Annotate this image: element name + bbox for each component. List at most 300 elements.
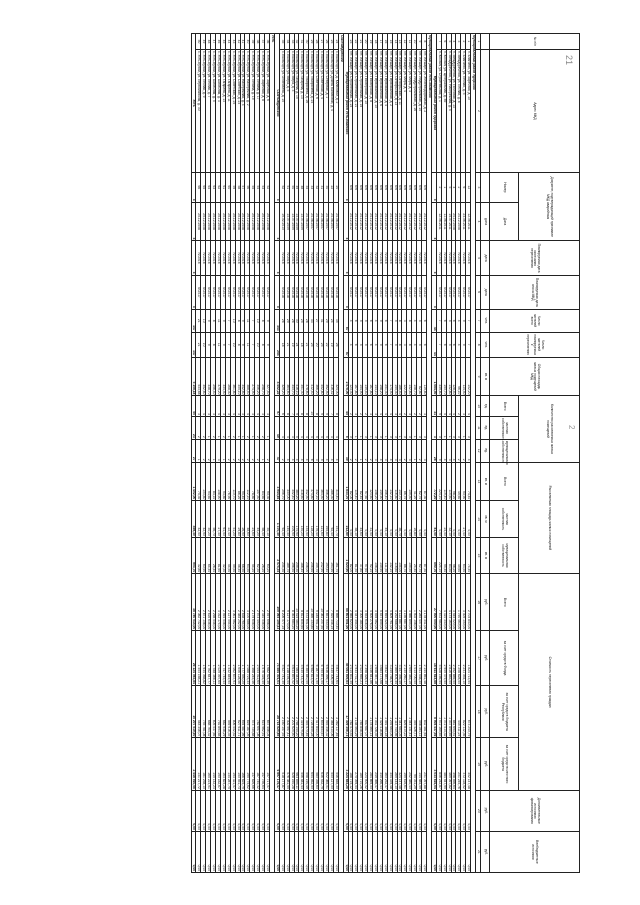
units-row: дата дата дата чел. чел. кв. м ед. ед. ед. кв. м кв. м кв. м руб. руб. руб. руб. руб. руб. <box>481 33 490 872</box>
table-cell: 62,30 <box>255 537 260 573</box>
table-cell: 24.08.2007 <box>328 202 333 241</box>
table-cell: 24.08.2007 <box>324 202 329 241</box>
table-cell: пгт. Жешарт, ул. Первомайская, д. 10 <box>373 49 378 172</box>
table-cell: 4 <box>279 416 284 439</box>
table-cell: 115,60 <box>446 462 451 501</box>
table-cell: 21 <box>284 332 289 357</box>
table-cell: 7 <box>250 309 255 332</box>
table-cell: 186,40 <box>397 357 402 396</box>
table-cell: 252 380,40 <box>407 737 412 789</box>
table-cell: 0 <box>451 416 456 439</box>
table-cell: 51,20 <box>230 500 235 536</box>
table-cell: 36,70 <box>397 500 402 536</box>
table-cell: 52 <box>265 172 270 202</box>
table-cell: 0,00 <box>402 500 407 536</box>
table-cell: 2 593 346,32 <box>324 685 329 737</box>
table-cell: 1 <box>353 416 358 439</box>
table-cell: 0,00 <box>451 831 456 872</box>
column-number: 2 <box>476 49 481 172</box>
table-cell: 24.12.2012 <box>392 202 397 241</box>
table-cell: 54,50 <box>225 537 230 573</box>
group-total-cell: 97 <box>274 395 279 416</box>
table-cell: 1 <box>225 416 230 439</box>
table-cell: 6 187 071,50 <box>314 630 319 685</box>
table-cell: 1 606 128,56 <box>235 630 240 685</box>
table-cell: 107,50 <box>255 462 260 501</box>
table-cell: 25.12.2008 <box>216 202 221 241</box>
table-cell: 49 <box>294 172 299 202</box>
group-total-cell: х <box>191 172 196 202</box>
table-cell: 5 <box>314 416 319 439</box>
table-row <box>216 33 221 872</box>
table-cell: 2 231 054,10 <box>461 630 466 685</box>
col-area-private: частная собственность <box>490 500 519 536</box>
table-cell: 24.12.2012 <box>412 202 417 241</box>
table-cell: 24.12.2012 <box>363 202 368 241</box>
table-cell: 4 <box>284 416 289 439</box>
group-total-cell: х <box>191 240 196 274</box>
table-cell: 548 346,07 <box>196 685 201 737</box>
table-cell: 2 <box>348 439 353 462</box>
table-cell: 340,70 <box>289 357 294 396</box>
table-cell: 327,40 <box>265 357 270 396</box>
table-cell: 3 <box>265 395 270 416</box>
table-cell: 10 <box>412 33 417 49</box>
table-cell: 24 <box>333 33 338 49</box>
table-cell: 174,50 <box>387 357 392 396</box>
table-cell: 2 340 036,00 <box>260 573 265 630</box>
table-cell: 8 <box>260 332 265 357</box>
table-cell: 1 <box>358 439 363 462</box>
table-cell: 2 728 855,28 <box>309 685 314 737</box>
page-mark: 21 <box>564 54 574 65</box>
table-cell: 345 266,43 <box>377 737 382 789</box>
table-cell: 2 <box>260 416 265 439</box>
table-cell: 318,60 <box>299 462 304 501</box>
table-cell: 374,80 <box>309 462 314 501</box>
table-cell: 302,40 <box>289 462 294 501</box>
table-cell: 2 417 843,00 <box>314 685 319 737</box>
table-cell: 131 217,72 <box>196 737 201 789</box>
table-cell: IV.2016 <box>387 240 392 274</box>
col-residents-plan: Число жителей планируемых к переселению <box>490 332 580 357</box>
col-num: № п/п <box>490 33 580 49</box>
table-cell: IV.2016 <box>461 240 466 274</box>
table-cell: 0,00 <box>392 500 397 536</box>
table-cell: 782 697,08 <box>255 685 260 737</box>
table-cell: 0,00 <box>328 790 333 831</box>
group-total-cell: 2 574,34 <box>274 537 279 573</box>
table-cell: 1 491 384,18 <box>382 685 387 737</box>
table-cell: 392,50 <box>324 357 329 396</box>
table-cell: 7 <box>289 395 294 416</box>
table-cell: 31 <box>319 309 324 332</box>
table-cell: 151,70 <box>333 500 338 536</box>
table-cell: 1 013 700,00 <box>412 630 417 685</box>
table-cell: 42,50 <box>196 500 201 536</box>
table-cell: 379,20 <box>216 357 221 396</box>
table-cell: 2 144 861,48 <box>422 630 427 685</box>
table-row <box>368 33 373 872</box>
table-cell: 3 100 686,00 <box>245 573 250 630</box>
table-row <box>333 33 338 872</box>
table-cell: 2 <box>363 439 368 462</box>
table-cell: IV.2016 <box>348 240 353 274</box>
group-total-cell: 6 <box>343 416 348 439</box>
table-cell: 0,00 <box>230 831 235 872</box>
table-cell: 380,20 <box>294 462 299 501</box>
table-cell: IV.2017 <box>373 275 378 309</box>
table-cell: 5 335 306,09 <box>328 630 333 685</box>
table-cell: 3 <box>353 395 358 416</box>
column-number: 16 <box>476 573 481 630</box>
table-cell: 109,50 <box>407 537 412 573</box>
group-total-label: Усть <box>191 33 196 172</box>
table-cell: 15.07.2011 <box>446 202 451 241</box>
table-cell: IV.2016 <box>314 240 319 274</box>
table-cell: IV.2017 <box>206 275 211 309</box>
table-row <box>397 33 402 872</box>
table-cell: 3 <box>407 439 412 462</box>
table-cell: 3 986 895,00 <box>407 573 412 630</box>
table-cell: 48,60 <box>245 500 250 536</box>
table-cell: 0,00 <box>279 831 284 872</box>
table-cell: 6/н <box>373 172 378 202</box>
table-cell: 1 037 895,69 <box>446 685 451 737</box>
table-row <box>324 33 329 872</box>
table-cell: 25 <box>309 332 314 357</box>
table-cell: 0,00 <box>201 790 206 831</box>
table-cell: 3 939 562,00 <box>373 573 378 630</box>
table-cell: 4 <box>230 395 235 416</box>
table-cell: 24.12.2012 <box>422 202 427 241</box>
table-cell: 9 <box>461 332 466 357</box>
table-cell: 9 <box>461 309 466 332</box>
table-cell: 6/н <box>363 172 368 202</box>
table-cell: 8 666 710,40 <box>333 573 338 630</box>
col-area-municipal: муниципальная собственность <box>490 537 519 573</box>
group-total-cell: 254 <box>274 332 279 357</box>
col-doc-number: Номер <box>490 172 519 202</box>
table-cell: IV.2016 <box>446 240 451 274</box>
table-cell: 92,40 <box>328 500 333 536</box>
table-cell: 29 <box>324 309 329 332</box>
table-cell: 559 916,35 <box>225 685 230 737</box>
table-cell: 816 187,05 <box>245 685 250 737</box>
table-cell: 0,00 <box>456 500 461 536</box>
table-cell: 45 <box>220 33 225 49</box>
table-cell: 0,00 <box>436 790 441 831</box>
table-cell: IV.2017 <box>397 275 402 309</box>
table-cell: 4 <box>456 332 461 357</box>
table-row <box>265 33 270 872</box>
column-number: 20 <box>476 790 481 831</box>
table-cell: 21 <box>196 309 201 332</box>
table-cell: 181 258,10 <box>201 737 206 789</box>
table-cell: IV.2017 <box>353 275 358 309</box>
table-cell: 32,10 <box>446 500 451 536</box>
table-cell: 4 <box>412 332 417 357</box>
table-cell: 4 <box>348 332 353 357</box>
table-cell: п. Междуреченск, ул. Набережная, д. 5 <box>446 49 451 172</box>
table-cell: 3 553 616,00 <box>363 573 368 630</box>
table-cell: 8 <box>314 395 319 416</box>
table-row <box>363 33 368 872</box>
table-row <box>250 33 255 872</box>
table-cell: 0,00 <box>304 831 309 872</box>
table-cell: IV.2017 <box>417 275 422 309</box>
table-cell: 24.08.2007 <box>304 202 309 241</box>
table-cell: 0,00 <box>289 790 294 831</box>
table-cell: 190 182,67 <box>216 737 221 789</box>
table-cell: 627 611,71 <box>235 685 240 737</box>
table-cell: 3 <box>196 395 201 416</box>
table-cell: 1 <box>412 416 417 439</box>
table-cell: IV.2017 <box>436 275 441 309</box>
table-cell: 78,80 <box>250 462 255 501</box>
col-area-total: Общая площадь жилых помещений МКД <box>490 357 580 396</box>
table-cell: IV.2016 <box>240 240 245 274</box>
group-total-cell: 0,00 <box>431 790 436 831</box>
table-cell: 149,90 <box>377 537 382 573</box>
table-cell: 8 <box>235 309 240 332</box>
table-cell: 402,80 <box>319 357 324 396</box>
table-cell: 356,20 <box>255 357 260 396</box>
table-cell: 2 816 883,00 <box>446 630 451 685</box>
table-cell: 0,00 <box>235 831 240 872</box>
table-row <box>446 33 451 872</box>
column-number: 15 <box>476 537 481 573</box>
table-cell: 52 <box>279 172 284 202</box>
table-cell: 43 <box>230 33 235 49</box>
group-total-cell: 2 448 910,56 <box>191 737 196 789</box>
table-cell: 342,60 <box>240 357 245 396</box>
table-cell: 0,00 <box>353 790 358 831</box>
table-cell: 4 <box>216 395 221 416</box>
table-cell: 6 <box>353 309 358 332</box>
table-cell: 56,40 <box>235 537 240 573</box>
table-cell: IV.2016 <box>289 240 294 274</box>
table-cell: 1 934 068,82 <box>201 630 206 685</box>
table-cell: 694 587,96 <box>240 685 245 737</box>
table-cell: 0,00 <box>314 790 319 831</box>
table-cell: 188 715,12 <box>348 737 353 789</box>
table-cell: 360 252,47 <box>382 737 387 789</box>
table-cell: 24.12.2012 <box>358 202 363 241</box>
table-cell: 275 059,54 <box>353 737 358 789</box>
table-cell: 176,40 <box>314 500 319 536</box>
table-cell: 9 <box>377 332 382 357</box>
table-cell: 3 <box>260 395 265 416</box>
table-cell: IV.2017 <box>446 275 451 309</box>
table-cell: 274,90 <box>250 357 255 396</box>
table-cell: 24.08.2007 <box>333 202 338 241</box>
table-cell: п. Кослан, ул. Строительная, д. 1 <box>436 49 441 172</box>
table-cell: 1 <box>461 416 466 439</box>
table-cell: 2 <box>225 439 230 462</box>
group-total-cell: х <box>431 172 436 202</box>
table-cell: 0,00 <box>417 790 422 831</box>
table-cell: IV.2017 <box>225 275 230 309</box>
table-cell: 26 <box>333 332 338 357</box>
table-cell: 4 310 340,00 <box>441 573 446 630</box>
table-cell: 7 <box>466 332 471 357</box>
table-cell: 57 <box>240 172 245 202</box>
table-cell: с. Выльгорт, ул. Домны Каликовой, д. 4 <box>328 49 333 172</box>
group-total-row <box>191 33 196 872</box>
table-cell: 6/н <box>377 172 382 202</box>
table-cell: 4 500 276,00 <box>368 573 373 630</box>
table-cell: 64,40 <box>206 537 211 573</box>
table-cell: 0,00 <box>333 790 338 831</box>
table-cell: 111,30 <box>382 537 387 573</box>
table-cell: 6/н <box>387 172 392 202</box>
table-cell: 3 <box>314 439 319 462</box>
table-cell: 1 <box>216 416 221 439</box>
table-cell: 82,60 <box>417 357 422 396</box>
table-cell: 24.08.2007 <box>309 202 314 241</box>
table-cell: 201 097,88 <box>422 737 427 789</box>
table-cell: 109,50 <box>407 462 412 501</box>
table-cell: 62 <box>216 172 221 202</box>
table-cell: 12 <box>402 33 407 49</box>
table-row <box>387 33 392 872</box>
table-cell: 2 003 012,60 <box>255 630 260 685</box>
table-cell: 30 <box>324 172 329 202</box>
table-cell: 6 380 840,05 <box>304 630 309 685</box>
table-cell: 8 <box>260 309 265 332</box>
col-address: Адрес МКД <box>490 49 580 172</box>
table-cell: 82,00 <box>348 537 353 573</box>
table-cell: 95 031,29 <box>412 737 417 789</box>
table-cell: 16,80 <box>412 500 417 536</box>
table-cell: IV.2016 <box>417 240 422 274</box>
table-cell: 806 242,87 <box>436 737 441 789</box>
table-row <box>294 33 299 872</box>
table-row <box>392 33 397 872</box>
table-cell: 1 <box>358 416 363 439</box>
table-cell: 19 <box>328 332 333 357</box>
table-cell: 0,00 <box>319 790 324 831</box>
table-cell: 2 024 665,21 <box>358 630 363 685</box>
table-cell: 2 <box>255 439 260 462</box>
table-cell: 76,90 <box>225 462 230 501</box>
table-cell: 2 <box>201 416 206 439</box>
table-cell: IV.2016 <box>324 240 329 274</box>
table-cell: 2 <box>250 439 255 462</box>
table-cell: 24.08.2007 <box>319 202 324 241</box>
table-cell: 0,00 <box>466 831 471 872</box>
table-cell: пгт. Жешарт, ул. Октябрьская, д. 13 <box>392 49 397 172</box>
table-cell: 3 <box>328 416 333 439</box>
table-cell: 1 403 168,21 <box>196 630 201 685</box>
table-cell: 30,20 <box>206 500 211 536</box>
table-cell: 2 <box>456 172 461 202</box>
table-cell: 33 <box>309 309 314 332</box>
table-cell: 132,60 <box>407 357 412 396</box>
table-cell: 58,40 <box>260 500 265 536</box>
table-cell: IV.2017 <box>368 275 373 309</box>
table-cell: 112,10 <box>245 462 250 501</box>
table-cell: 25.12.2008 <box>265 202 270 241</box>
table-row <box>319 33 324 872</box>
table-cell: 5 935 743,32 <box>299 630 304 685</box>
table-cell: 0 <box>407 416 412 439</box>
table-cell: 0,00 <box>348 790 353 831</box>
table-cell: IV.2017 <box>255 275 260 309</box>
table-cell: 2 384 292,00 <box>235 573 240 630</box>
table-cell: 0,00 <box>284 831 289 872</box>
table-cell: 201 245,76 <box>456 737 461 789</box>
table-cell: 170,90 <box>294 500 299 536</box>
table-cell: 224 900,52 <box>363 737 368 789</box>
group-total-cell: 50 <box>191 395 196 416</box>
table-cell: 7 <box>225 309 230 332</box>
table-cell: 30 <box>304 33 309 49</box>
table-row <box>441 33 446 872</box>
table-cell: 104,00 <box>397 537 402 573</box>
group-total-row <box>274 33 279 872</box>
table-cell: 8 <box>422 33 427 49</box>
col-planned-demolition: Планируемая дата сноса МКД <box>490 275 580 309</box>
table-cell: 0,00 <box>412 831 417 872</box>
table-cell: 556 481,43 <box>299 737 304 789</box>
table-cell: IV.2017 <box>250 275 255 309</box>
table-cell: 10 366 130,80 <box>309 573 314 630</box>
group-total-cell: х <box>431 202 436 241</box>
table-row <box>328 33 333 872</box>
col-area-sum: Всего <box>490 462 519 501</box>
table-cell: 7 <box>250 332 255 357</box>
table-cell: 1 <box>441 172 446 202</box>
table-cell: 0,00 <box>235 790 240 831</box>
table-cell: 0,00 <box>392 831 397 872</box>
table-cell: IV.2017 <box>451 275 456 309</box>
group-total-cell: 147 <box>191 309 196 332</box>
table-cell: IV.2016 <box>294 240 299 274</box>
table-cell: 8 363 683,20 <box>289 573 294 630</box>
table-cell: 398 466,64 <box>451 737 456 789</box>
group-total-cell: х <box>343 202 348 241</box>
table-cell: 0,00 <box>314 831 319 872</box>
table-cell: 3 <box>402 332 407 357</box>
table-cell: 1 <box>260 439 265 462</box>
table-cell: IV.2016 <box>382 240 387 274</box>
table-cell: 10 <box>230 309 235 332</box>
table-cell: 0,00 <box>436 831 441 872</box>
group-total-cell: 28 <box>431 439 436 462</box>
group-total-cell: х <box>343 240 348 274</box>
table-cell: 2 <box>363 395 368 416</box>
table-row <box>377 33 382 872</box>
table-cell: 286,30 <box>328 462 333 501</box>
table-cell: 35 <box>279 33 284 49</box>
table-cell: 63 <box>211 172 216 202</box>
table-cell: 25.12.2008 <box>220 202 225 241</box>
table-cell: IV.2016 <box>466 240 471 274</box>
table-cell: 6/н <box>417 172 422 202</box>
table-cell: 21 <box>358 33 363 49</box>
group-header-row <box>427 33 432 872</box>
table-cell: 2 <box>255 416 260 439</box>
group-total-cell: 1 402,00 <box>191 462 196 501</box>
table-cell: 166 625,79 <box>240 737 245 789</box>
table-cell: пгт. Жешарт, ул. Пионерская, д. 10 <box>363 49 368 172</box>
table-cell: 161,70 <box>333 537 338 573</box>
group-header-row <box>471 33 476 872</box>
table-cell: 4 <box>456 309 461 332</box>
table-cell: 24.12.2008 <box>456 202 461 241</box>
